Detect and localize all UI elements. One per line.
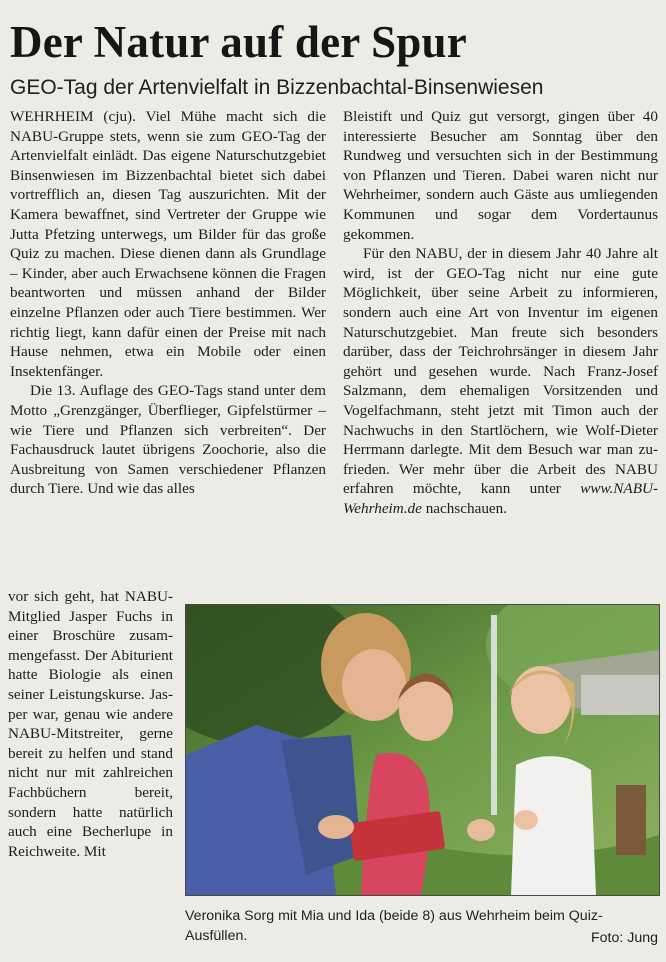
paragraph-visitors: Bleistift und Quiz gut versorgt, gingen über 40 interessierte Besucher am Sonntag über den Rundweg und versuchten sich in der Bestimmung von Pflanzen und Tieren. Dabei waren nicht nur Wehrheimer, sondern auch Gäste aus umliegenden Kommunen und sogar dem Vordertaunus gekommen. (343, 108, 658, 243)
photo-illustration (186, 605, 659, 895)
photo-credit: Foto: Jung (590, 930, 658, 946)
paragraph-nabu-tail: nachschauen. (421, 499, 508, 517)
paragraph-nabu-text: Für den NABU, der in diesem Jahr 40 Jahre alt wird, ist der GEO-Tag nicht nur eine gute Möglichkeit, über seine Arbeit zu informieren, sondern auch eine Art von Inventur im eigenen Naturschutzgebiet. Man freute sich besonders darüber, dass der Teichrohrsänger in diesem Jahr gehört und gesehen wurde. Nach Franz-Josef Salzmann, dem ehemaligen Vorsitzenden und Vogelfachmann, steht jetzt mit Timon auch der Nachwuchs in den Startlöchern, wie Wolf-Dieter Herrmann darlegte. Mit dem Besuch war man zufrieden. Wer mehr über die Arbeit des NABU erfahren möchte, kann unter (343, 245, 658, 498)
paragraph-motto: Die 13. Auflage des GEO-Tags stand unter dem Motto „Grenzgänger, Überflieger, Gipfelstürmer – wie Tiere und Pflanzen sich verbreiten“. Der Fachausdruck lautet übrigens Zoochorie, also die Ausbreitung von Samen verschiedener Pflanzen durch Tiere. Und wie das alles (10, 382, 326, 498)
paragraph-jasper: vor sich geht, hat NABU-Mitglied Jasper Fuchs in einer Broschüre zusammengefasst. Der Abiturient hatte Biologie als einen seiner Leistungskurse. Jasper war, genau wie andere NABU-Mitstreiter, gerne bereit zu helfen und stand nicht nur mit zahlreichen Fachbüchern bereit, sondern hatte natürlich auch eine Becherlupe in Reichweite. Mit (8, 588, 173, 860)
nabu-website-link[interactable]: www.NABU-Wehrheim.de (343, 480, 659, 517)
article-photo (185, 604, 660, 896)
subheadline: GEO-Tag der Artenvielfalt in Bizzenbachtal-Binsenwiesen (10, 76, 544, 99)
article-column-narrow (8, 587, 173, 861)
paragraph-intro: WEHRHEIM (cju). Viel Mühe macht sich die NABU-Gruppe stets, wenn sie zum GEO-Tag der Artenvielfalt einlädt. Das eigene Naturschutzgebiet Binsenwiesen im Bizzenbachtal bietet sich dabei vortrefflich an, diesen Tag auszurichten. Mit der Kamera bewaffnet, sind Vertreter der Gruppe wie Jutta Pfetzing unterwegs, um Bilder für das große Quiz zu machen. Diese dienen dann als Grundlage – Kinder, aber auch Erwachsene können die Fragen beantworten und müssen anhand der Bilder einzelne Pflanzen oder auch Tiere bestimmen. Wer richtig liegt, kann dafür einen der Preise mit nach Hause nehmen, etwa ein Mobile oder einen Insektenfänger. (10, 108, 326, 380)
paragraph-nabu (343, 244, 658, 518)
photo-caption: Veronika Sorg mit Mia und Ida (beide 8) aus Wehrheim beim Quiz-Ausfüllen. (185, 908, 603, 944)
headline: Der Natur auf der Spur (10, 17, 467, 67)
article-column-right (343, 107, 658, 518)
article-column-left (10, 107, 326, 499)
